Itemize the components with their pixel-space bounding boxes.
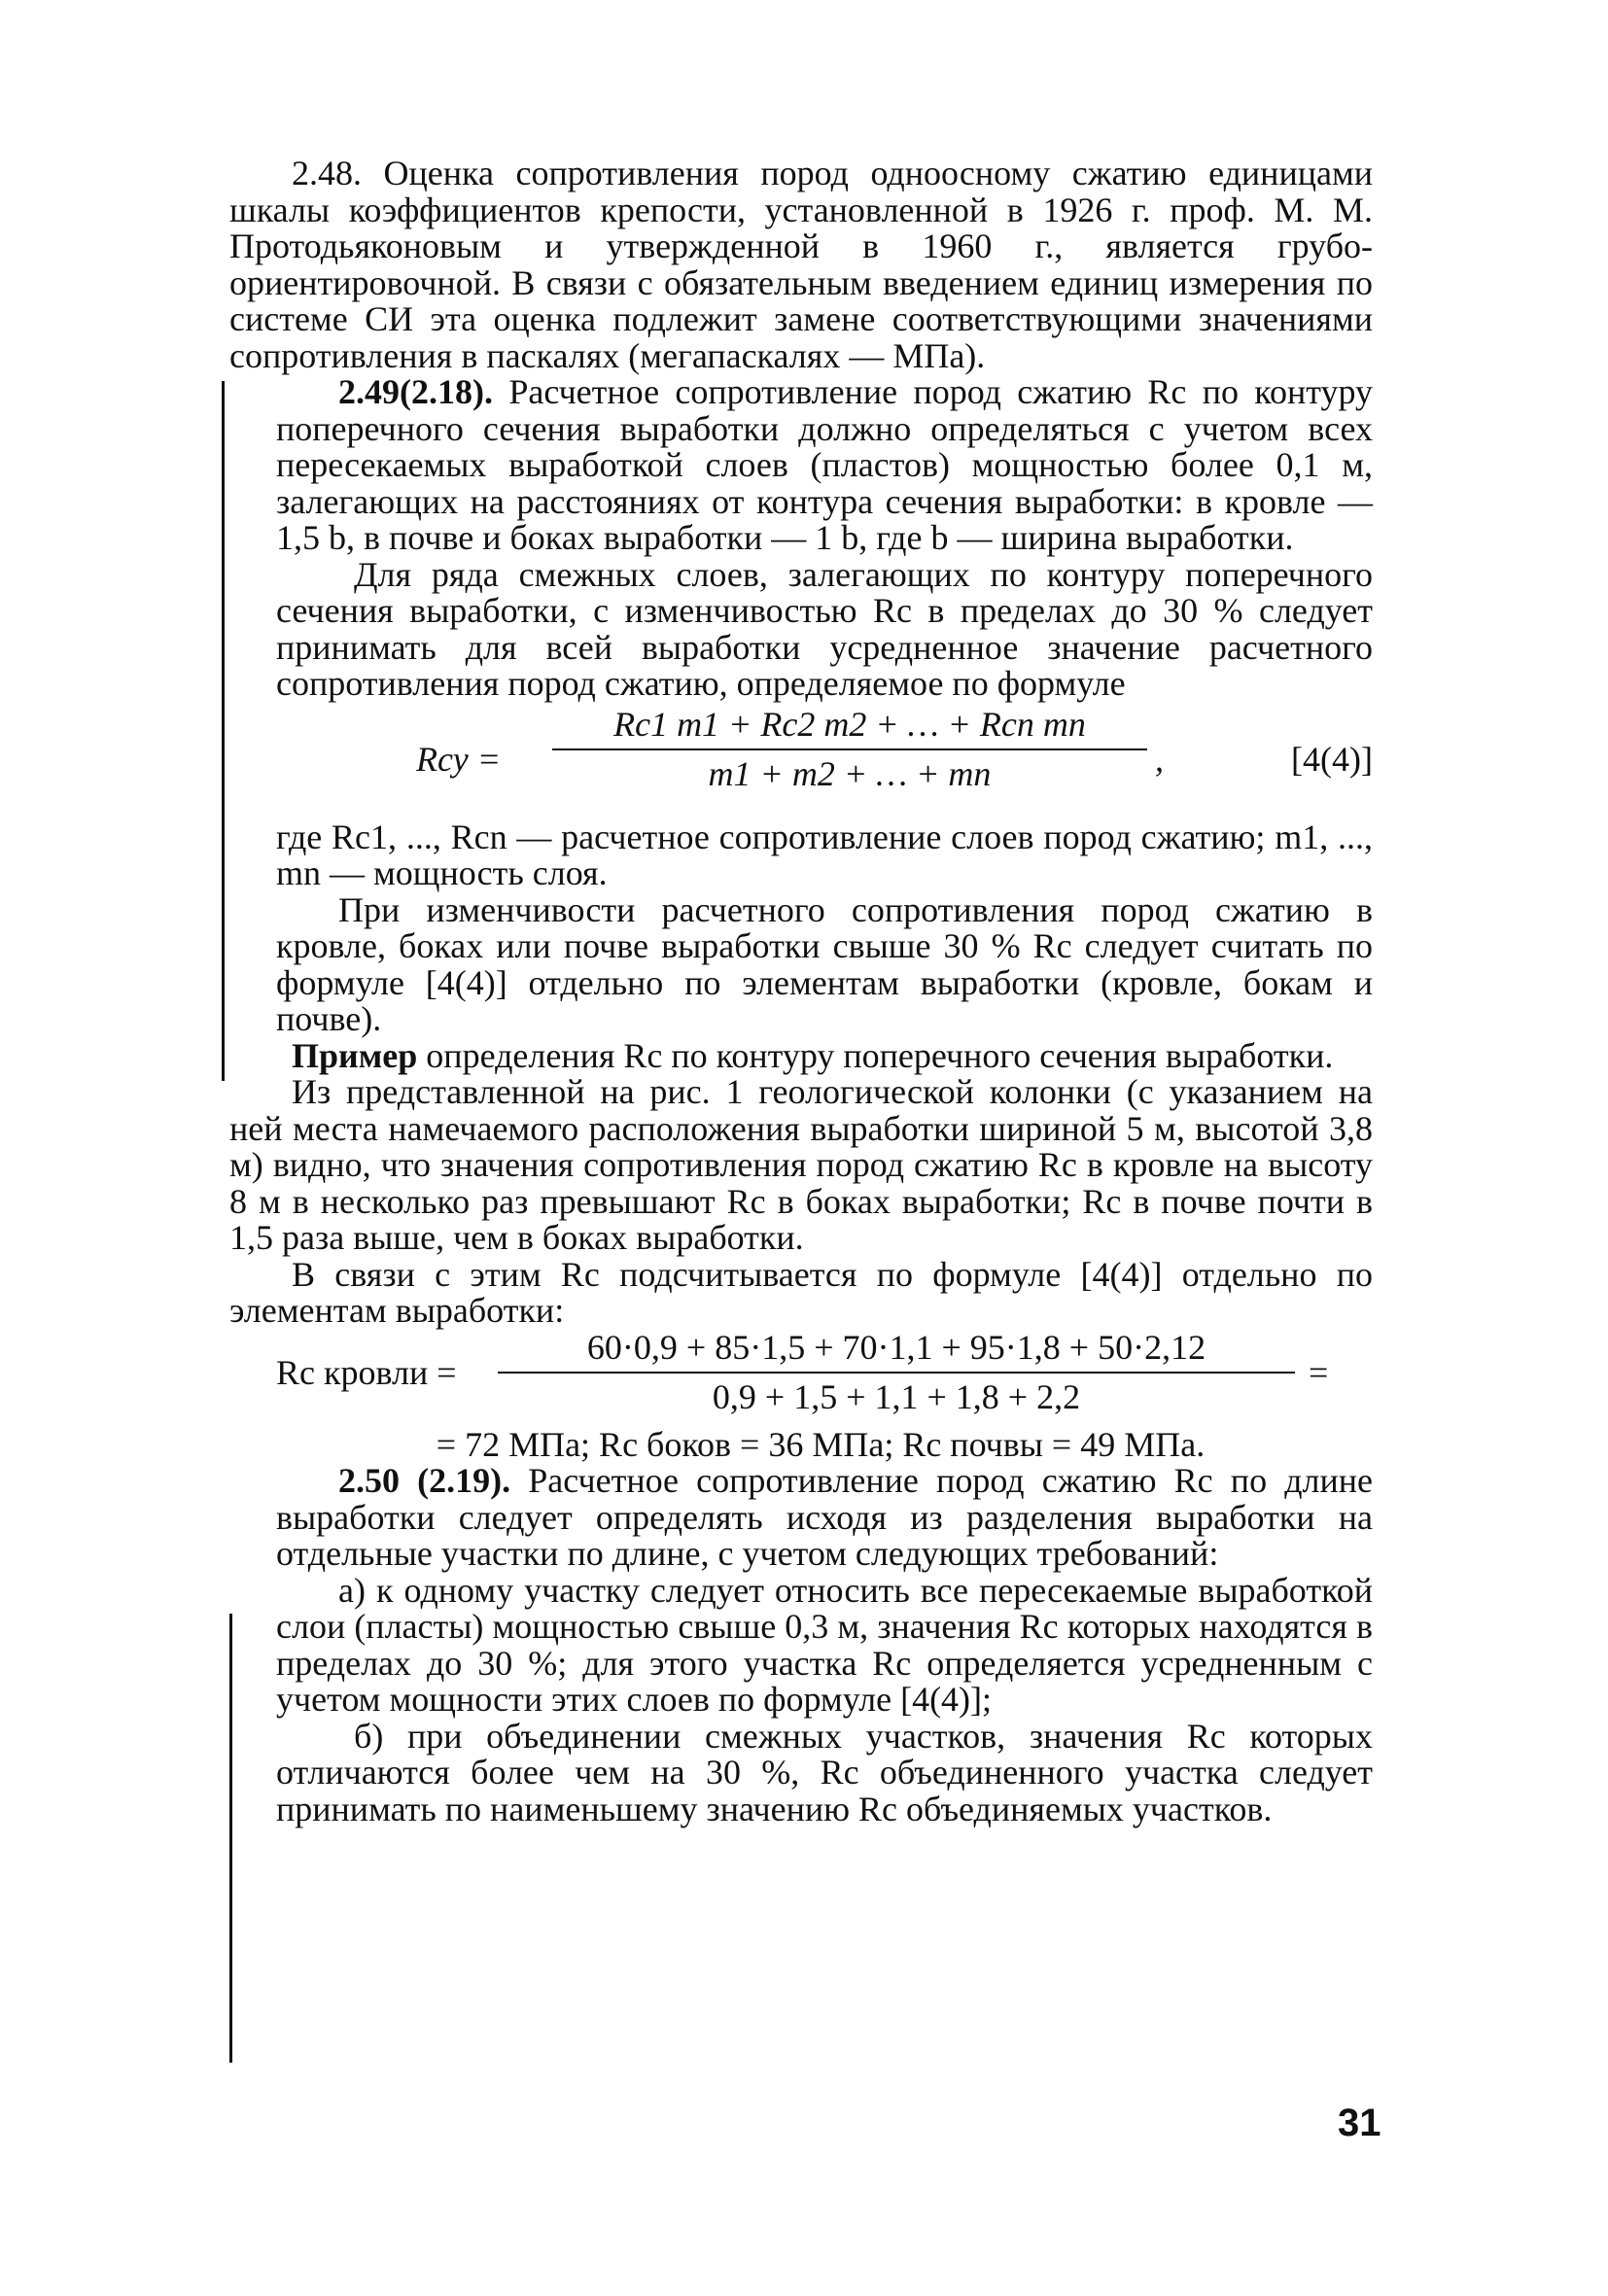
section-number-2-50: 2.50 (2.19). (338, 1461, 511, 1500)
formula-roof-numerator: 60·0,9 + 85·1,5 + 70·1,1 + 95·1,8 + 50·2,12 (586, 1327, 1206, 1367)
paragraph-item-a: а) к одному участку следует относить все пересекаемые выработкой слои (пласты) мощностью свыше 0,3 м, значения Rс которых находятся в пределах до 30 %; для этого участка Rс определяется усредненным с учетом мощности этих слоев по формуле [4(4)]; (276, 1570, 1373, 1719)
formula-4-4-tail: , (1155, 739, 1164, 779)
paragraph-2-49-text: Расчетное сопротивление пород сжатию Rс по контуру поперечного сечения выработки должно определяться с учетом всех пересекаемых выработкой слоев (пластов) мощностью более 0,1 м, залегающих на расстояниях от контура сечения выработки: в кровле — 1,5 b, в почве и боках выработки — 1 b, где b — ширина выработки. (276, 372, 1374, 557)
paragraph-2-50-text: Расчетное сопротивление пород сжатию Rс по длине выработки следует определять исходя из разделения выработки на отдельные участки по длине, с учетом следующих требований: (276, 1461, 1373, 1573)
formula-4-4-lhs: Rсу = (416, 739, 501, 779)
section-number-2-49: 2.49(2.18). (338, 372, 493, 411)
formula-4-4-fraction (552, 704, 1147, 793)
paragraph-2-50 (276, 1463, 1373, 1573)
paragraph-variability: При изменчивости расчетного сопротивления пород сжатию в кровле, боках или почве выработки свыше 30 % Rс следует считать по формуле [4(4)] отдельно по элементам выработки (кровле, бокам и почве). (276, 889, 1373, 1038)
paragraph-therefore: В связи с этим Rс подсчитывается по формуле [4(4)] отдельно по элементам выработки: (229, 1254, 1373, 1330)
formula-roof-tail: = (1309, 1352, 1329, 1392)
formula-4-4 (276, 703, 1373, 819)
paragraph-item-b: б) при объединении смежных участков, значения Rс которых отличаются более чем на 30 %, Rс объединенного участка следует принимать по наименьшему значению Rс объединяемых участков. (276, 1716, 1373, 1828)
formula-roof-lhs: Rс кровли = (276, 1352, 457, 1392)
page-number: 31 (1338, 2102, 1381, 2144)
block-2-50 (276, 1463, 1373, 1827)
formula-roof-fraction (498, 1327, 1295, 1416)
paragraph-example-text: определения Rс по контуру поперечного сечения выработки. (426, 1035, 1334, 1075)
formula-roof-denominator: 0,9 + 1,5 + 1,1 + 1,8 + 2,2 (712, 1377, 1081, 1416)
paragraph-2-48: 2.48. Оценка сопротивления пород одноосному сжатию единицами шкалы коэффициентов крепости, установленной в 1926 г. проф. М. М. Протодьяконовым и утвержденной в 1960 г., является грубо-ориентировочной. В связи с обязательным введением единиц измерения по системе СИ эта оценка подлежит замене соответствующими значениями сопротивления в паскалях (мегапаскалях — МПа). (229, 154, 1373, 375)
paragraph-where: где Rс1, ..., Rсn — расчетное сопротивление слоев пород сжатию; m1, ..., mn — мощность слоя. (276, 817, 1373, 892)
example-label: Пример (292, 1035, 418, 1075)
paragraph-from-figure: Из представленной на рис. 1 геологической колонки (с указанием на ней места намечаемого расположения выработки шириной 5 м, высотой 3,8 м) видно, что значения сопротивления пород сжатию Rс в кровле на высоту 8 м в несколько раз превышают Rс в боках выработки; Rс в почве почти в 1,5 раза выше, чем в боках выработки. (229, 1072, 1373, 1257)
margin-bar-2-49 (222, 381, 225, 1081)
block-2-49 (276, 374, 1373, 1038)
text-column (229, 156, 1373, 1827)
paragraph-example (229, 1035, 1373, 1075)
formula-4-4-denominator: m1 + m2 + … + mn (708, 754, 992, 793)
formula-4-4-numerator: Rс1 m1 + Rс2 m2 + … + Rсn mn (613, 704, 1086, 744)
paragraph-2-49 (276, 374, 1373, 557)
fraction-bar (498, 1372, 1295, 1374)
fraction-bar (552, 748, 1147, 750)
paragraph-adjacent-layers: Для ряда смежных слоев, залегающих по контуру поперечного сечения выработки, с изменчивостью Rс в пределах до 30 % следует принимать для всей выработки усредненное значение расчетного сопротивления пород сжатию, определяемое по формуле (276, 554, 1373, 703)
formula-4-4-number: [4(4)] (1291, 739, 1373, 779)
formula-roof-result: = 72 МПа; Rс боков = 36 МПа; Rс почвы = 49 МПа. (436, 1424, 1206, 1464)
formula-roof (229, 1327, 1373, 1427)
